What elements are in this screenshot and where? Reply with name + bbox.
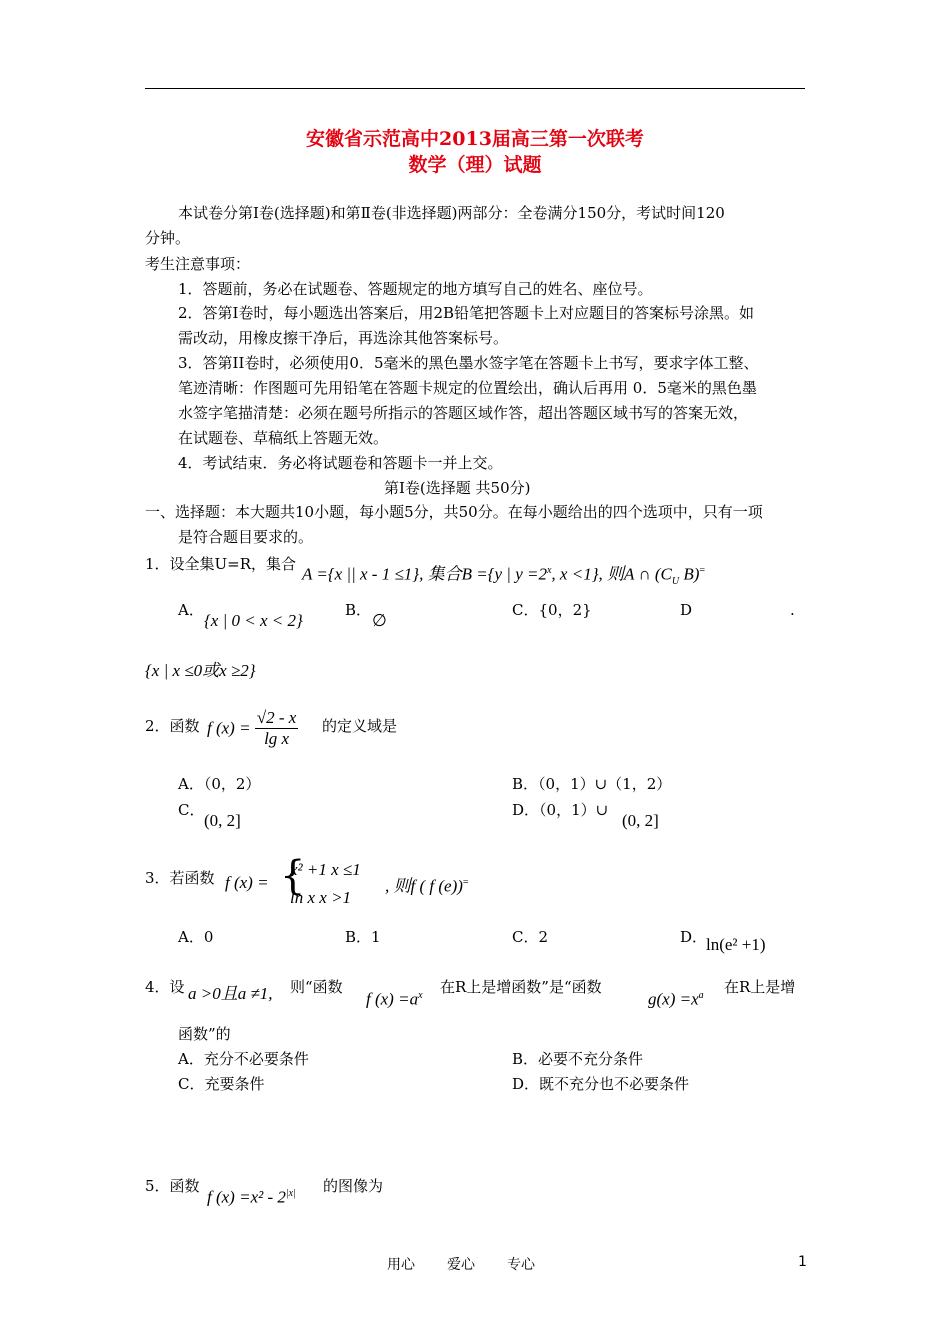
section-heading: 第Ⅰ卷(选择题 共50分) (384, 479, 531, 497)
q5-tail: 的图像为 (323, 1177, 384, 1195)
q4-option-d: D．既不充分也不必要条件 (512, 1075, 690, 1093)
q2-stem: 2．函数 (145, 717, 200, 735)
q4-condition: a >0且a ≠1, (188, 984, 273, 1003)
q1-option-b-label: B． (345, 601, 372, 619)
q3-case-2: ln x x >1 (290, 888, 352, 907)
q3-case-1: x² +1 x ≤1 (290, 860, 361, 879)
q3-lhs: f (x) = (225, 873, 269, 892)
q4-option-c: C．充要条件 (178, 1075, 265, 1093)
q3-option-a: A．0 (178, 928, 214, 946)
notice-item-2b: 需改动，用橡皮擦干净后，再选涂其他答案标号。 (178, 329, 509, 347)
q1-option-d: {x | x ≤0或x ≥2} (145, 661, 256, 680)
footer-slogan-1: 用心 (387, 1257, 415, 1273)
q4-stem: 4．设 (145, 978, 185, 996)
q4-option-b: B．必要不充分条件 (512, 1050, 644, 1068)
notice-item-3c: 水签字笔描清楚：必须在题号所指示的答题区域作答，超出答题区域书写的答案无效， (178, 404, 749, 422)
notice-item-1: 1．答题前，务必在试题卷、答题规定的地方填写自己的姓名、座位号。 (178, 280, 653, 298)
q4-function-g: $g(x) =x^a$ (648, 989, 704, 1009)
intro-paragraph-line2: 分钟。 (145, 229, 191, 247)
page-number: 1 (798, 1254, 807, 1270)
q3-option-c: C．2 (512, 928, 549, 946)
notice-item-3d: 在试题卷、草稿纸上答题无效。 (178, 429, 389, 447)
notice-heading: 考生注意事项： (145, 255, 251, 273)
notice-item-3b: 笔迹清晰：作图题可先用铅笔在答题卡规定的位置绘出，确认后再用 0．5毫米的黑色墨 (178, 379, 757, 397)
footer-slogan-2: 爱心 (447, 1257, 475, 1273)
q4-option-a: A．充分不必要条件 (178, 1050, 309, 1068)
header-rule (145, 88, 805, 89)
notice-item-2a: 2．答第Ⅰ卷时，每小题选出答案后，用2B铅笔把答题卡上对应题目的答案标号涂黑。如 (178, 304, 755, 322)
intro-paragraph-line1: 本试卷分第Ⅰ卷(选择题)和第Ⅱ卷(非选择题)两部分：全卷满分150分，考试时间120 (178, 204, 725, 222)
q1-option-c: C．{0，2} (512, 601, 592, 619)
q1-option-d-label: D (680, 601, 693, 619)
q2-option-a: A．（0，2） (178, 775, 261, 793)
q5-formula: f $(x) =x^2 - 2^{|x|}$ (207, 1187, 296, 1207)
q2-tail: 的定义域是 (322, 717, 398, 735)
q2-formula: f (x) = $\frac{√2 - x}{\text{lg x}}$ (207, 708, 297, 748)
notice-item-3a: 3．答第II卷时，必须使用0．5毫米的黑色墨水签字笔在答题卡上书写，要求字体工整、 (178, 354, 759, 372)
q4-text-3: 在R上是增 (724, 978, 796, 996)
q2-option-b: B．（0，1）∪（1，2） (512, 775, 672, 793)
q2-option-c: (0, 2] (204, 811, 241, 830)
q1-option-a: {x | 0 < x < 2} (204, 611, 303, 630)
q1-option-a-label: A． (178, 601, 204, 619)
q1-formula: A ={x || x - 1 ≤1}, 集合B ={y | $y =2^x$, x <1}, 则A ∩ ($C_U$ B)= (302, 564, 706, 588)
q2-option-d-label: D．（0，1）∪ (512, 801, 609, 819)
q4-text-2: 在R上是增函数”是“函数 (440, 978, 602, 996)
q3-stem: 3．若函数 (145, 869, 215, 887)
q1-option-d-dot: . (790, 601, 795, 619)
notice-item-4: 4．考试结束．务必将试题卷和答题卡一并上交。 (178, 454, 503, 472)
section-description-a: 一、选择题：本大题共10小题，每小题5分，共50分。在每小题给出的四个选项中，只有一项 (145, 503, 763, 521)
q5-stem: 5．函数 (145, 1177, 200, 1195)
q2-option-c-label: C． (178, 801, 205, 819)
q1-stem: 1．设全集U=R，集合 (145, 555, 297, 573)
page-title: 安徽省示范高中2013届高三第一次联考 (306, 128, 644, 150)
q1-option-b: ∅ (372, 611, 387, 630)
q3-option-b: B．1 (345, 928, 381, 946)
q4-function-f: f $(x) =a^x$ (366, 989, 423, 1009)
q4-text-1: 则“函数 (290, 978, 343, 996)
q3-option-d: ln(e² +1) (706, 935, 766, 954)
q4-line-2: 函数”的 (178, 1025, 231, 1043)
section-description-b: 是符合题目要求的。 (178, 528, 314, 546)
q3-option-d-label: D． (680, 928, 708, 946)
footer-slogan-3: 专心 (507, 1257, 535, 1273)
q3-brace: { (280, 853, 306, 899)
q3-tail: , 则f ( f (e))= (385, 876, 469, 896)
q2-option-d: (0, 2] (622, 811, 659, 830)
page-subtitle: 数学（理）试题 (408, 154, 542, 176)
